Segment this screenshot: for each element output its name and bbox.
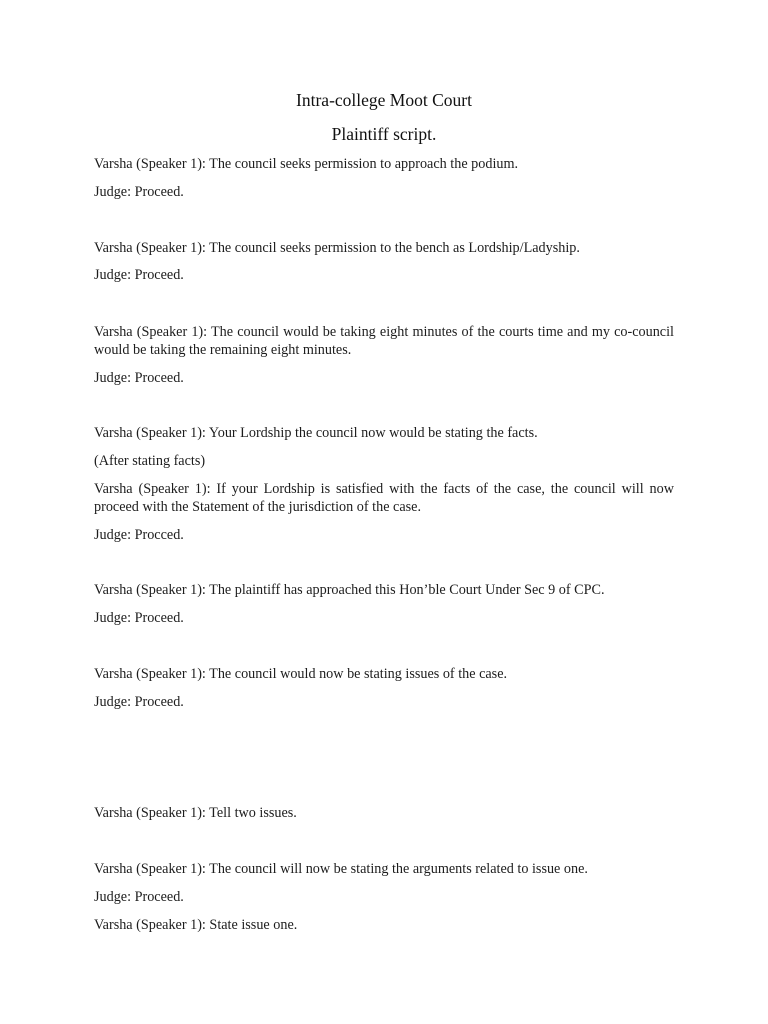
script-line: Varsha (Speaker 1): Your Lordship the council now would be stating the facts. <box>94 425 538 441</box>
script-paragraph: Varsha (Speaker 1): If your Lordship is satisfied with the facts of the case, the council will now proceed with the Statement of the jurisdiction of the case. <box>94 481 674 515</box>
script-paragraph: Varsha (Speaker 1): The council would be taking eight minutes of the courts time and my co-council would be taking the remaining eight minutes. <box>94 324 674 358</box>
script-line: (After stating facts) <box>94 453 206 469</box>
script-line: Judge: Proceed. <box>94 370 184 386</box>
script-line: Varsha (Speaker 1): The council seeks permission to approach the podium. <box>94 156 519 172</box>
document-subtitle: Plaintiff script. <box>331 124 437 144</box>
document-title: Intra-college Moot Court <box>296 90 472 110</box>
script-line: Judge: Proceed. <box>94 694 184 710</box>
script-line: Judge: Proceed. <box>94 267 184 283</box>
script-line: Judge: Proceed. <box>94 610 184 626</box>
script-line: Varsha (Speaker 1): The council would now be stating issues of the case. <box>94 666 508 682</box>
script-line: Varsha (Speaker 1): The plaintiff has approached this Hon’ble Court Under Sec 9 of CPC. <box>94 582 605 598</box>
script-line: Varsha (Speaker 1): State issue one. <box>94 917 298 933</box>
script-line: Judge: Procced. <box>94 527 184 543</box>
script-line: Varsha (Speaker 1): The council seeks permission to the bench as Lordship/Ladyship. <box>94 240 580 256</box>
script-line: Judge: Proceed. <box>94 889 184 905</box>
script-line: Varsha (Speaker 1): Tell two issues. <box>94 805 297 821</box>
script-line: Varsha (Speaker 1): The council will now be stating the arguments related to issue one. <box>94 861 588 877</box>
script-line: Judge: Proceed. <box>94 184 184 200</box>
